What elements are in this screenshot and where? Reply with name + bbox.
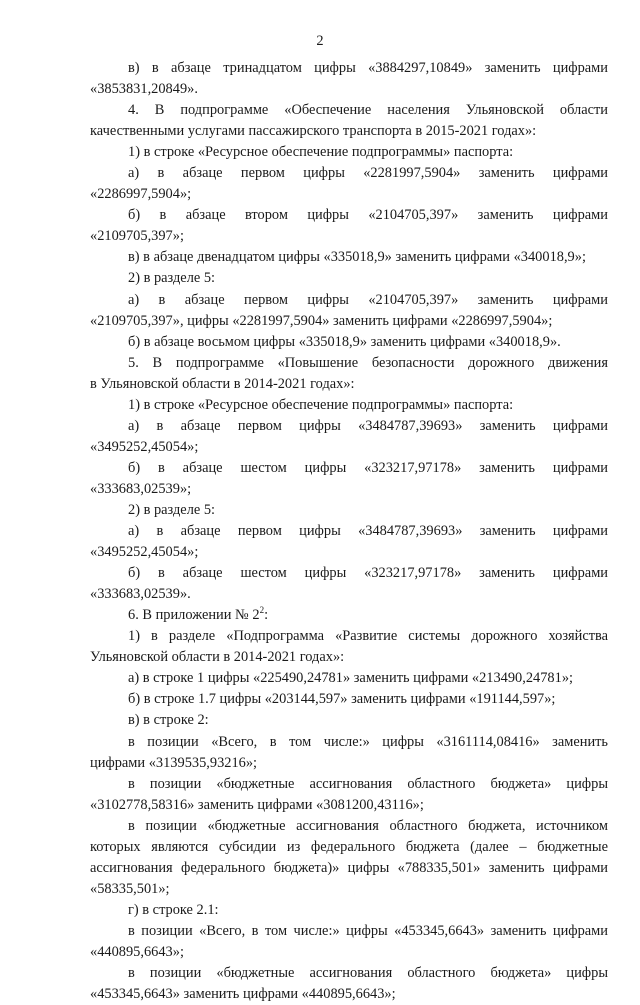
text-line: в Ульяновской области в 2014-2021 годах»: <box>90 375 355 392</box>
text-line: которых являются субсидии из федерального бюджета (далее – бюджетные <box>90 838 608 855</box>
text-line: а) в абзаце первом цифры «2104705,397» заменить цифрами <box>128 291 608 308</box>
text-line: в позиции «Всего, в том числе:» цифры «453345,6643» заменить цифрами <box>128 922 608 939</box>
text-line: цифрами «3139535,93216»; <box>90 754 258 771</box>
text-line: «58335,501»; <box>90 880 170 897</box>
text-line: а) в абзаце первом цифры «2281997,5904» заменить цифрами <box>128 165 608 182</box>
text-line: б) в абзаце шестом цифры «323217,97178» заменить цифрами <box>128 565 608 582</box>
text-line: «3853831,20849». <box>90 81 198 98</box>
text-line: а) в строке 1 цифры «225490,24781» заменить цифрами «213490,24781»; <box>128 670 574 687</box>
text-line: б) в абзаце втором цифры «2104705,397» заменить цифрами <box>128 207 608 224</box>
text-line: «3495252,45054»; <box>90 544 199 561</box>
text-line: б) в абзаце восьмом цифры «335018,9» заменить цифрами «340018,9». <box>128 333 561 350</box>
page-number: 2 <box>316 33 324 49</box>
text-line: в позиции «бюджетные ассигнования областного бюджета, источником <box>128 817 608 834</box>
text-line: «3102778,58316» заменить цифрами «3081200,43116»; <box>90 796 424 813</box>
text-line: 2) в разделе 5: <box>128 501 216 518</box>
text-line: 5. В подпрограмме «Повышение безопасности дорожного движения <box>128 354 608 371</box>
text-line: в) в абзаце двенадцатом цифры «335018,9» заменить цифрами «340018,9»; <box>128 249 586 266</box>
document-body <box>90 58 608 1005</box>
text-line: а) в абзаце первом цифры «3484787,39693» заменить цифрами <box>128 417 608 434</box>
text-line: в) в строке 2: <box>128 712 209 729</box>
text-line: «2109705,397»; <box>90 228 184 245</box>
text-line: 4. В подпрограмме «Обеспечение населения Ульяновской области <box>128 102 608 119</box>
text-line: «333683,02539»; <box>90 480 192 497</box>
text-line: «453345,6643» заменить цифрами «440895,6643»; <box>90 986 396 1003</box>
text-line: б) в абзаце шестом цифры «323217,97178» заменить цифрами <box>128 459 608 476</box>
superscript: 2 <box>259 605 265 616</box>
text-line: а) в абзаце первом цифры «3484787,39693» заменить цифрами <box>128 523 608 540</box>
text-line: 6. В приложении № $2^2$: <box>128 605 269 624</box>
text-line: «2286997,5904»; <box>90 186 192 203</box>
text-line: качественными услугами пассажирского транспорта в 2015-2021 годах»: <box>90 123 537 140</box>
text-line: г) в строке 2.1: <box>128 901 219 918</box>
text-line: б) в строке 1.7 цифры «203144,597» заменить цифрами «191144,597»; <box>128 691 556 708</box>
text-line: «3495252,45054»; <box>90 438 199 455</box>
text-line: «333683,02539». <box>90 586 191 603</box>
text-line: 2) в разделе 5: <box>128 270 216 287</box>
text-line: в позиции «Всего, в том числе:» цифры «3161114,08416» заменить <box>128 733 608 750</box>
text-line: в позиции «бюджетные ассигнования областного бюджета» цифры <box>128 775 608 792</box>
text-line: «2109705,397», цифры «2281997,5904» заменить цифрами «2286997,5904»; <box>90 312 553 329</box>
text-line: в позиции «бюджетные ассигнования областного бюджета» цифры <box>128 965 608 982</box>
text-line: 1) в разделе «Подпрограмма «Развитие системы дорожного хозяйства <box>128 628 608 645</box>
text-line: ассигнования федерального бюджета)» цифры «788335,501» заменить цифрами <box>90 859 608 876</box>
text-line: «440895,6643»; <box>90 943 184 960</box>
text-line: в) в абзаце тринадцатом цифры «3884297,10849» заменить цифрами <box>128 60 608 76</box>
text-line: Ульяновской области в 2014-2021 годах»: <box>90 649 345 666</box>
text-line: 1) в строке «Ресурсное обеспечение подпрограммы» паспорта: <box>128 396 514 413</box>
text-line: 1) в строке «Ресурсное обеспечение подпрограммы» паспорта: <box>128 144 514 161</box>
